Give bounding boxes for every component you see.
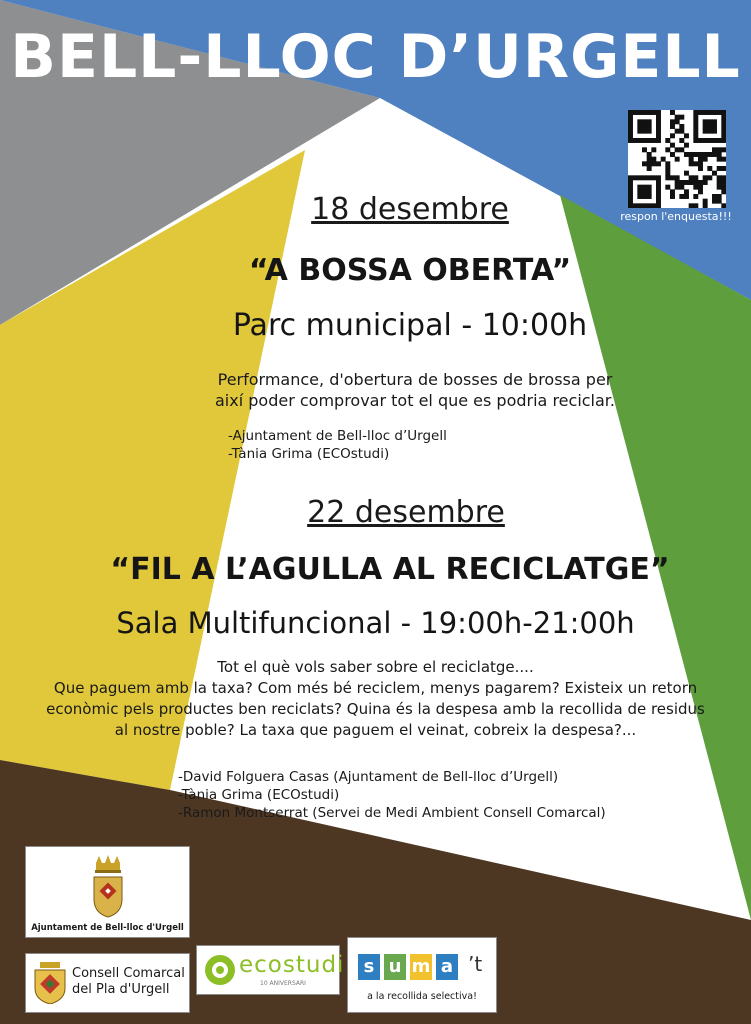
qr-module xyxy=(647,129,652,134)
qr-module xyxy=(675,157,680,162)
qr-module xyxy=(651,110,656,115)
qr-module xyxy=(642,110,647,115)
qr-module xyxy=(633,138,638,143)
qr-module xyxy=(712,147,717,152)
qr-module xyxy=(647,166,652,171)
qr-module xyxy=(642,124,647,129)
qr-module xyxy=(693,133,698,138)
qr-module xyxy=(637,175,642,180)
qr-module xyxy=(721,157,726,162)
description-line: Performance, d'obertura de bosses de brossa per xyxy=(217,370,613,389)
suma-suffix: ’t xyxy=(468,952,483,976)
credit-line: -Ramon Montserrat (Servei de Medi Ambient Consell Comarcal) xyxy=(178,805,606,821)
qr-module xyxy=(712,138,717,143)
event-2-description xyxy=(0,657,751,741)
event-2-date: 22 desembre xyxy=(307,495,505,530)
qr-module xyxy=(628,119,633,124)
qr-module xyxy=(628,185,633,190)
qr-module xyxy=(698,166,703,171)
qr-module xyxy=(647,157,652,162)
qr-module xyxy=(717,185,722,190)
event-1-date: 18 desembre xyxy=(311,192,509,227)
qr-module xyxy=(628,138,633,143)
qr-module xyxy=(684,143,689,148)
qr-module xyxy=(717,175,722,180)
qr-module xyxy=(679,180,684,185)
qr-module xyxy=(684,180,689,185)
qr-module xyxy=(647,175,652,180)
qr-module xyxy=(698,185,703,190)
qr-module xyxy=(656,133,661,138)
qr-module xyxy=(637,110,642,115)
event-1-description xyxy=(150,369,680,411)
qr-module xyxy=(670,143,675,148)
qr-module xyxy=(693,185,698,190)
suma-letter: a xyxy=(436,954,458,980)
qr-module xyxy=(647,119,652,124)
qr-module xyxy=(693,129,698,134)
qr-module xyxy=(670,119,675,124)
qr-module xyxy=(693,119,698,124)
qr-module xyxy=(693,161,698,166)
qr-module xyxy=(656,180,661,185)
ecostudi-name: ecostudi xyxy=(239,952,345,978)
qr-module xyxy=(675,147,680,152)
qr-module xyxy=(642,175,647,180)
qr-module xyxy=(656,175,661,180)
qr-module xyxy=(642,138,647,143)
qr-module xyxy=(679,124,684,129)
qr-module xyxy=(628,175,633,180)
event-1-credits xyxy=(228,427,648,463)
coat-of-arms-icon xyxy=(88,855,128,919)
qr-module xyxy=(651,157,656,162)
qr-module xyxy=(712,110,717,115)
qr-module xyxy=(651,175,656,180)
qr-module xyxy=(707,166,712,171)
qr-module xyxy=(698,138,703,143)
qr-module xyxy=(707,152,712,157)
qr-module xyxy=(703,175,708,180)
qr-module xyxy=(679,138,684,143)
qr-module xyxy=(712,171,717,176)
qr-module xyxy=(637,138,642,143)
qr-module xyxy=(693,180,698,185)
qr-module xyxy=(670,110,675,115)
qr-module xyxy=(656,115,661,120)
event-1-name: “A BOSSA OBERTA” xyxy=(248,253,572,288)
event-2-name: “FIL A L’AGULLA AL RECICLATGE” xyxy=(110,552,670,587)
qr-module xyxy=(670,152,675,157)
qr-module xyxy=(717,166,722,171)
suma-letter: u xyxy=(384,954,406,980)
qr-module xyxy=(651,161,656,166)
description-line: Tot el què vols saber sobre el reciclatge.... xyxy=(217,658,534,676)
qr-module xyxy=(670,124,675,129)
qr-module xyxy=(693,175,698,180)
description-line: al nostre poble? La taxa que paguem el veinat, cobreix la despesa?... xyxy=(114,721,637,739)
qr-module xyxy=(721,138,726,143)
qr-module xyxy=(628,129,633,134)
qr-module xyxy=(698,152,703,157)
qr-module xyxy=(707,110,712,115)
description-line: Que paguem amb la taxa? Com més bé reciclem, menys pagarem? Existeix un retorn xyxy=(53,679,698,697)
qr-module xyxy=(703,180,708,185)
qr-module xyxy=(717,110,722,115)
qr-module xyxy=(689,157,694,162)
qr-module xyxy=(642,119,647,124)
ecostudi-subtitle: 10 ANIVERSARI xyxy=(260,980,306,987)
qr-module xyxy=(642,129,647,134)
qr-module xyxy=(693,138,698,143)
qr-module xyxy=(633,175,638,180)
qr-module xyxy=(721,119,726,124)
consell-comarcal-name xyxy=(72,966,188,998)
qr-module xyxy=(693,124,698,129)
qr-module xyxy=(703,110,708,115)
qr-module xyxy=(698,157,703,162)
event-1-place-time: Parc municipal - 10:00h xyxy=(232,308,588,343)
qr-module xyxy=(721,185,726,190)
suma-logo xyxy=(347,937,497,1013)
qr-module xyxy=(642,147,647,152)
event-2-credits xyxy=(178,768,738,822)
qr-module xyxy=(693,152,698,157)
qr-module xyxy=(684,171,689,176)
qr-module xyxy=(656,138,661,143)
qr-module xyxy=(679,115,684,120)
qr-module xyxy=(647,152,652,157)
coat-of-arms-icon xyxy=(32,962,68,1004)
qr-module xyxy=(717,157,722,162)
qr-module xyxy=(665,185,670,190)
qr-caption: respon l'enquesta!!! xyxy=(620,210,732,223)
qr-module xyxy=(679,129,684,134)
qr-module xyxy=(656,161,661,166)
qr-module xyxy=(698,180,703,185)
qr-module xyxy=(721,129,726,134)
consell-line: del Pla d'Urgell xyxy=(72,982,170,997)
qr-module xyxy=(717,138,722,143)
qr-module xyxy=(675,115,680,120)
ajuntament-name: Ajuntament de Bell-lloc d'Urgell xyxy=(31,923,184,933)
qr-module xyxy=(647,124,652,129)
qr-module xyxy=(703,157,708,162)
qr-module xyxy=(717,147,722,152)
qr-module xyxy=(628,180,633,185)
qr-module xyxy=(698,161,703,166)
qr-module xyxy=(675,175,680,180)
qr-module xyxy=(665,147,670,152)
crown-icon xyxy=(95,855,121,873)
qr-module xyxy=(637,119,642,124)
qr-module xyxy=(633,110,638,115)
consell-comarcal-logo xyxy=(25,953,190,1013)
qr-module xyxy=(679,147,684,152)
qr-module xyxy=(707,175,712,180)
qr-module xyxy=(703,119,708,124)
qr-module xyxy=(721,147,726,152)
qr-module xyxy=(637,129,642,134)
qr-module xyxy=(721,175,726,180)
qr-module xyxy=(628,124,633,129)
qr-module xyxy=(689,161,694,166)
qr-module xyxy=(698,110,703,115)
qr-module xyxy=(647,161,652,166)
consell-line: Consell Comarcal xyxy=(72,966,185,981)
description-line: així poder comprovar tot el que es podria reciclar. xyxy=(215,391,615,410)
qr-module xyxy=(684,152,689,157)
credit-line: -David Folguera Casas (Ajuntament de Bell-lloc d’Urgell) xyxy=(178,769,559,785)
qr-module xyxy=(647,138,652,143)
qr-module xyxy=(656,119,661,124)
qr-module xyxy=(712,129,717,134)
suma-letter: s xyxy=(358,954,380,980)
qr-module xyxy=(712,152,717,157)
qr-module xyxy=(656,110,661,115)
qr-module xyxy=(684,133,689,138)
qr-module xyxy=(656,124,661,129)
qr-module xyxy=(670,175,675,180)
qr-module xyxy=(689,175,694,180)
qr-module xyxy=(642,185,647,190)
qr-module xyxy=(651,147,656,152)
qr-module xyxy=(707,129,712,134)
qr-module xyxy=(693,110,698,115)
qr-module xyxy=(628,115,633,120)
qr-module xyxy=(693,115,698,120)
qr-module xyxy=(651,138,656,143)
qr-module xyxy=(637,124,642,129)
qr-module xyxy=(656,185,661,190)
qr-module xyxy=(707,138,712,143)
ecostudi-logo-icon xyxy=(203,953,237,987)
ajuntament-logo xyxy=(25,846,190,938)
qr-module xyxy=(707,119,712,124)
credit-line: -Ajuntament de Bell-lloc d’Urgell xyxy=(228,428,447,444)
qr-module xyxy=(642,161,647,166)
qr-module xyxy=(675,129,680,134)
qr-module xyxy=(717,180,722,185)
qr-module xyxy=(689,152,694,157)
qr-module xyxy=(721,133,726,138)
qr-module xyxy=(661,157,666,162)
poster-title: BELL-LLOC D’URGELL xyxy=(10,22,741,92)
qr-module xyxy=(647,185,652,190)
qr-module xyxy=(665,166,670,171)
qr-module xyxy=(721,115,726,120)
qr-module xyxy=(721,124,726,129)
description-line: econòmic pels productes ben reciclats? Quina és la despesa amb la recollida de residus xyxy=(46,700,705,718)
qr-module xyxy=(712,119,717,124)
qr-module xyxy=(689,180,694,185)
qr-module xyxy=(647,110,652,115)
qr-module xyxy=(717,152,722,157)
event-2-place-time: Sala Multifuncional - 19:00h-21:00h xyxy=(116,606,635,640)
qr-module xyxy=(703,152,708,157)
qr-module xyxy=(675,180,680,185)
qr-module xyxy=(628,133,633,138)
qr-module xyxy=(721,110,726,115)
qr-module xyxy=(665,175,670,180)
qr-module xyxy=(703,138,708,143)
qr-module xyxy=(721,180,726,185)
qr-module xyxy=(637,185,642,190)
qr-module xyxy=(707,124,712,129)
qr-module xyxy=(628,110,633,115)
qr-module xyxy=(670,133,675,138)
qr-module xyxy=(665,138,670,143)
qr-module xyxy=(679,185,684,190)
qr-module xyxy=(721,166,726,171)
suma-tagline: a la recollida selectiva! xyxy=(367,991,477,1002)
qr-module xyxy=(675,119,680,124)
qr-module xyxy=(712,124,717,129)
qr-module xyxy=(703,124,708,129)
credit-line: -Tània Grima (ECOstudi) xyxy=(178,787,340,803)
ecostudi-logo xyxy=(196,945,345,995)
qr-module xyxy=(656,129,661,134)
qr-module xyxy=(665,171,670,176)
qr-module xyxy=(675,185,680,190)
qr-module xyxy=(665,161,670,166)
credit-line: -Tània Grima (ECOstudi) xyxy=(228,446,390,462)
qr-module xyxy=(703,129,708,134)
suma-letter: m xyxy=(410,954,432,980)
